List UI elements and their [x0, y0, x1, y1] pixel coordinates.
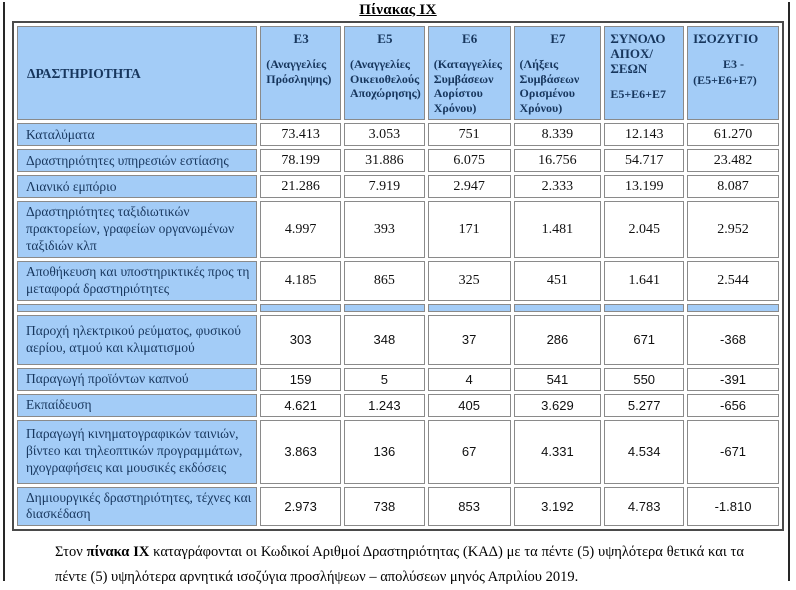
value-cell: 1.243	[344, 394, 425, 417]
value-cell: 405	[428, 394, 511, 417]
value-cell: 671	[604, 315, 684, 365]
value-cell: 5	[344, 368, 425, 391]
table-row	[17, 394, 779, 417]
page-border-right	[788, 2, 790, 581]
value-cell: 6.075	[428, 149, 511, 172]
column-subtitle: Ε5+Ε6+Ε7	[610, 86, 667, 101]
table-row	[17, 368, 779, 391]
value-cell: 2.947	[428, 175, 511, 198]
activity-cell: Παροχή ηλεκτρικού ρεύματος, φυσικού αερίου, ατμού και κλιματισμού	[17, 315, 257, 365]
value-cell: 67	[428, 420, 511, 484]
column-code: Ε5	[377, 31, 393, 46]
value-cell: 2.952	[687, 201, 779, 258]
separator-cell	[687, 304, 779, 312]
column-subtitle2: (Ε5+Ε6+Ε7)	[693, 72, 757, 87]
column-header-synolo	[604, 26, 684, 120]
table-row	[17, 315, 779, 365]
activity-cell: Δημιουργικές δραστηριότητες, τέχνες και διασκέδαση	[17, 487, 257, 527]
separator-cell	[604, 304, 684, 312]
table-row	[17, 149, 779, 172]
column-header-e6	[428, 26, 511, 120]
value-cell: 751	[428, 123, 511, 146]
column-subtitle: (Καταγγελίες Συμβάσεων Αορίστου Χρόνου)	[433, 56, 502, 115]
activity-balance-table	[12, 21, 784, 531]
column-header-e5	[344, 26, 425, 120]
value-cell: 4.621	[260, 394, 341, 417]
separator-cell	[428, 304, 511, 312]
column-code: ΣΥΝΟΛΟ ΑΠΟΧ/ΣΕΩΝ	[610, 31, 666, 76]
column-code: Ε7	[550, 31, 566, 46]
value-cell: 5.277	[604, 394, 684, 417]
separator-cell	[514, 304, 602, 312]
separator-cell	[344, 304, 425, 312]
column-header-isozygio	[687, 26, 779, 120]
caption-text-pre: Στον	[55, 544, 87, 561]
separator-row	[17, 304, 779, 312]
value-cell: 16.756	[514, 149, 602, 172]
activity-cell: Παραγωγή κινηματογραφικών ταινιών, βίντεο και τηλεοπτικών προγραμμάτων, ηχογραφήσεις και μουσικές εκδόσεις	[17, 420, 257, 484]
value-cell: -656	[687, 394, 779, 417]
value-cell: 21.286	[260, 175, 341, 198]
page-border-left	[3, 2, 5, 581]
activity-cell: Δραστηριότητες ταξιδιωτικών πρακτορείων, γραφείων οργανωμένων ταξιδιών κλπ	[17, 201, 257, 258]
value-cell: 8.339	[514, 123, 602, 146]
value-cell: 54.717	[604, 149, 684, 172]
caption-text-post: καταγράφονται οι Κωδικοί Αριθμοί Δραστηριότητας (ΚΑΔ) με τα πέντε (5) υψηλότερα θετικά και τα πέντε (5) υψηλότερα αρνητικά ισοζύγια προσλήψεων – απολύσεων μηνός Απριλίου 2019.	[55, 544, 744, 586]
column-header-activity: ΔΡΑΣΤΗΡΙΟΤΗΤΑ	[17, 26, 257, 120]
value-cell: 4.997	[260, 201, 341, 258]
column-subtitle: (Λήξεις Συμβάσεων Ορισμένου Χρόνου)	[519, 56, 580, 115]
value-cell: 3.192	[514, 487, 602, 527]
column-code: Ε3	[293, 31, 309, 46]
value-cell: 853	[428, 487, 511, 527]
column-code: ΙΣΟΖΥΓΙΟ	[693, 31, 759, 46]
value-cell: 23.482	[687, 149, 779, 172]
value-cell: 12.143	[604, 123, 684, 146]
table-row	[17, 487, 779, 527]
table-row	[17, 261, 779, 301]
value-cell: 303	[260, 315, 341, 365]
value-cell: 4.331	[514, 420, 602, 484]
value-cell: 159	[260, 368, 341, 391]
separator-cell	[260, 304, 341, 312]
column-subtitle: Ε3 -	[723, 56, 745, 71]
value-cell: -391	[687, 368, 779, 391]
activity-cell: Εκπαίδευση	[17, 394, 257, 417]
value-cell: 541	[514, 368, 602, 391]
value-cell: -1.810	[687, 487, 779, 527]
value-cell: 4.185	[260, 261, 341, 301]
value-cell: -368	[687, 315, 779, 365]
activity-cell: Καταλύματα	[17, 123, 257, 146]
table-row	[17, 420, 779, 484]
column-subtitle: (Αναγγελίες Οικειοθελούς Αποχώρησης)	[350, 56, 421, 101]
value-cell: 286	[514, 315, 602, 365]
value-cell: 4	[428, 368, 511, 391]
table-row	[17, 201, 779, 258]
value-cell: 136	[344, 420, 425, 484]
table-title: Πίνακας IX	[359, 2, 437, 18]
value-cell: 2.544	[687, 261, 779, 301]
value-cell: 2.045	[604, 201, 684, 258]
column-header-e3	[260, 26, 341, 120]
header-row	[17, 26, 779, 120]
table-caption	[55, 540, 744, 590]
column-code: Ε6	[462, 31, 478, 46]
value-cell: 4.534	[604, 420, 684, 484]
value-cell: 13.199	[604, 175, 684, 198]
value-cell: 1.641	[604, 261, 684, 301]
value-cell: 550	[604, 368, 684, 391]
value-cell: 451	[514, 261, 602, 301]
value-cell: 3.053	[344, 123, 425, 146]
value-cell: 738	[344, 487, 425, 527]
value-cell: 4.783	[604, 487, 684, 527]
value-cell: 78.199	[260, 149, 341, 172]
value-cell: 325	[428, 261, 511, 301]
separator-cell	[17, 304, 257, 312]
value-cell: 61.270	[687, 123, 779, 146]
value-cell: 348	[344, 315, 425, 365]
value-cell: 2.333	[514, 175, 602, 198]
value-cell: 393	[344, 201, 425, 258]
value-cell: 8.087	[687, 175, 779, 198]
value-cell: 73.413	[260, 123, 341, 146]
value-cell: 31.886	[344, 149, 425, 172]
value-cell: 865	[344, 261, 425, 301]
activity-cell: Λιανικό εμπόριο	[17, 175, 257, 198]
value-cell: 7.919	[344, 175, 425, 198]
column-header-e7	[514, 26, 602, 120]
value-cell: -671	[687, 420, 779, 484]
value-cell: 3.863	[260, 420, 341, 484]
column-subtitle: (Αναγγελίες Πρόσληψης)	[266, 56, 332, 86]
value-cell: 171	[428, 201, 511, 258]
value-cell: 2.973	[260, 487, 341, 527]
activity-cell: Αποθήκευση και υποστηρικτικές προς τη μεταφορά δραστηριότητες	[17, 261, 257, 301]
activity-cell: Δραστηριότητες υπηρεσιών εστίασης	[17, 149, 257, 172]
activity-cell: Παραγωγή προϊόντων καπνού	[17, 368, 257, 391]
value-cell: 3.629	[514, 394, 602, 417]
value-cell: 37	[428, 315, 511, 365]
table-row	[17, 123, 779, 146]
table-row	[17, 175, 779, 198]
value-cell: 1.481	[514, 201, 602, 258]
caption-text-bold: πίνακα IX	[86, 544, 150, 561]
